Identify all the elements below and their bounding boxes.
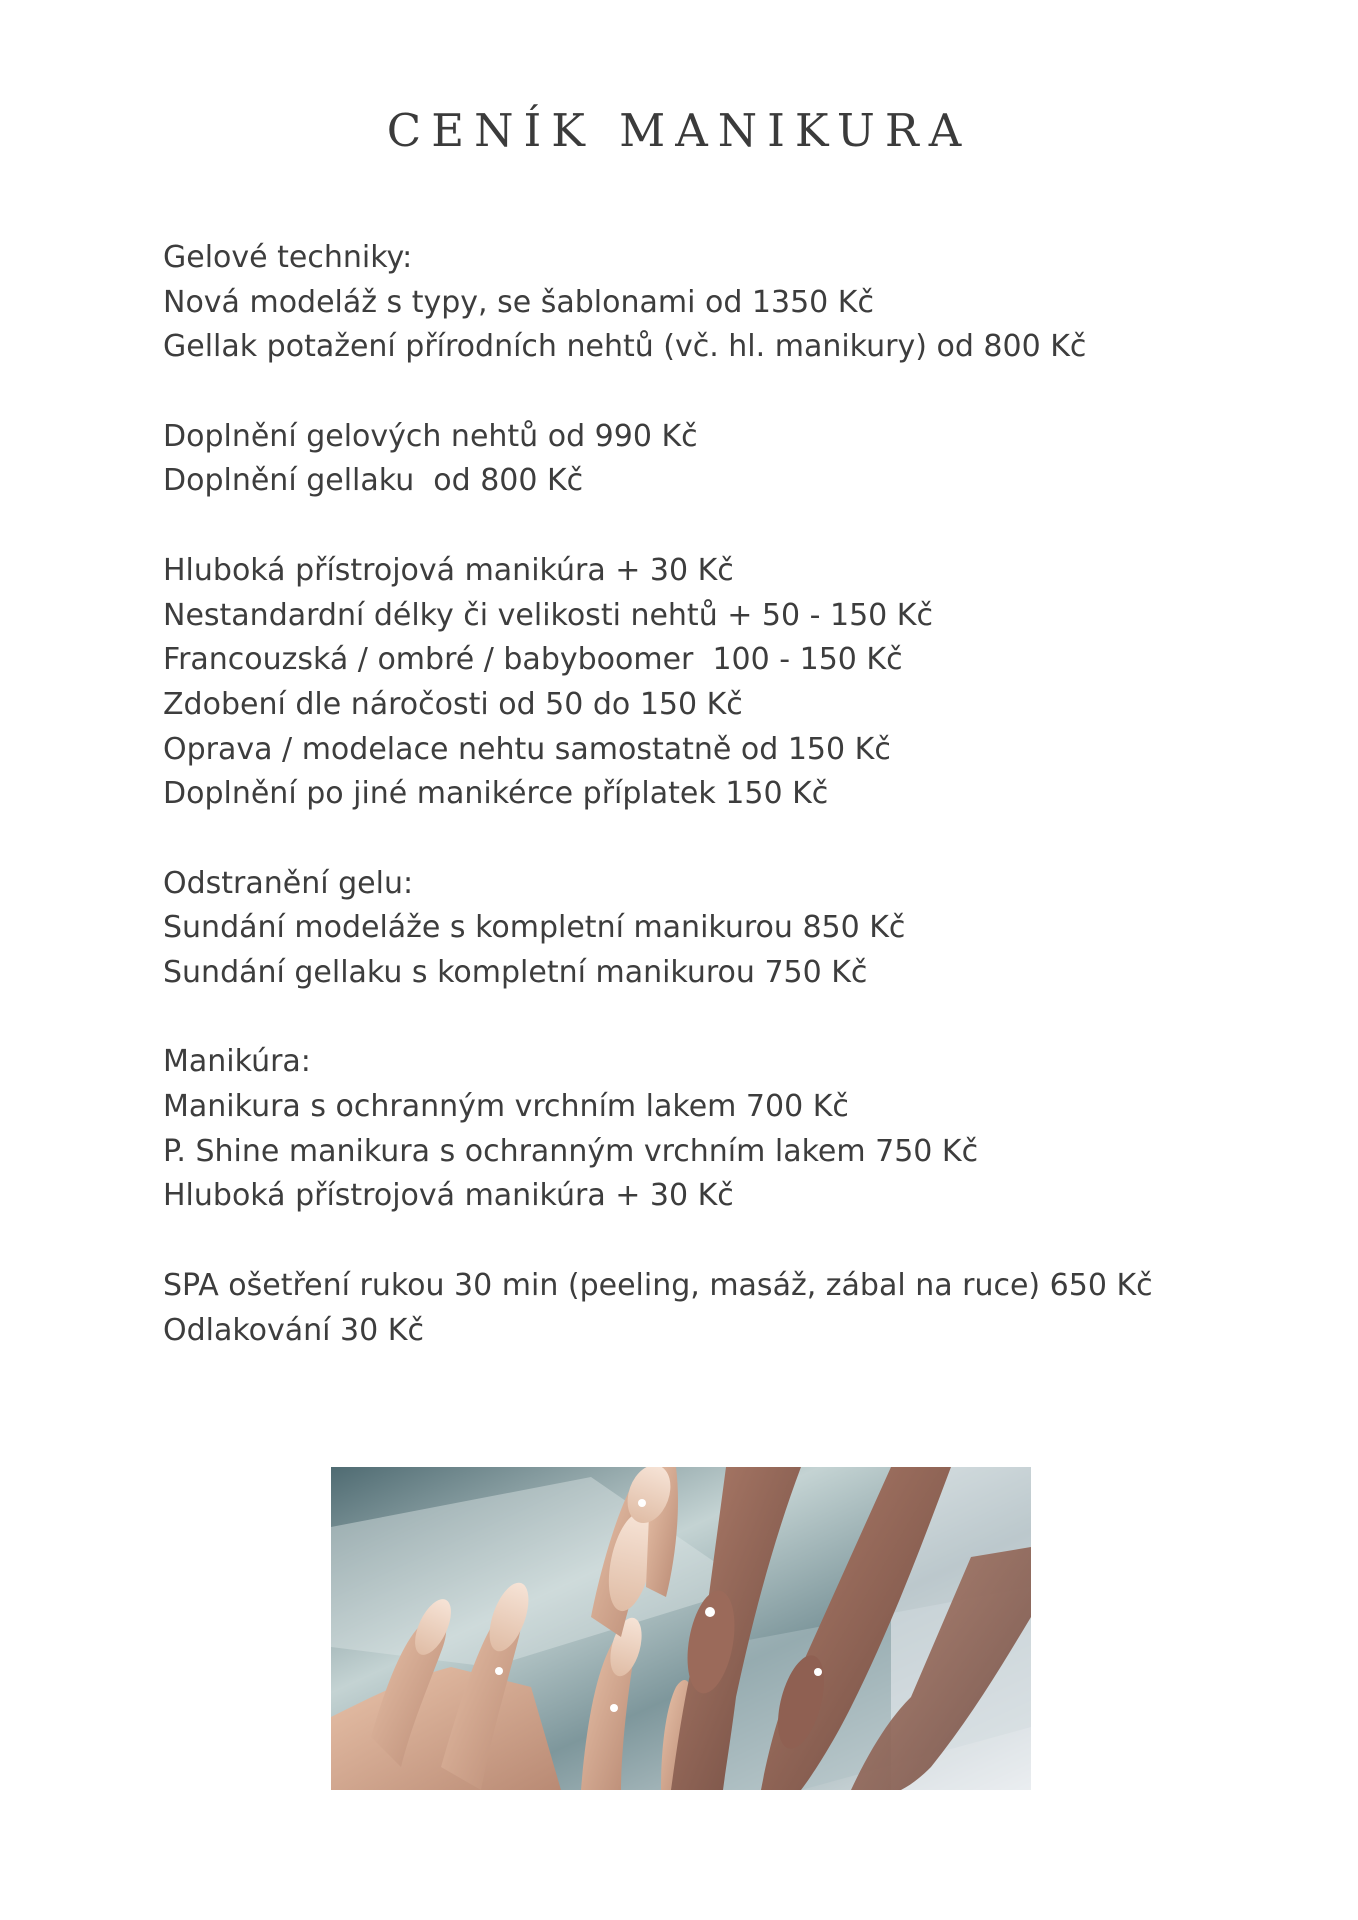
manicured-hands-illustration	[331, 1467, 1031, 1790]
manicured-hands-photo	[331, 1467, 1031, 1790]
spacer	[163, 504, 1283, 549]
spacer	[163, 817, 1283, 862]
page-title: CENÍK MANIKURA	[386, 104, 972, 157]
spacer	[163, 370, 1283, 415]
price-item: Manikura s ochranným vrchním lakem 700 Kč	[163, 1089, 849, 1125]
spacer	[163, 996, 1283, 1041]
spacer	[163, 1219, 1283, 1264]
section-heading-removal: Odstranění gelu:	[163, 865, 414, 901]
price-item: Sundání gellaku s kompletní manikurou 750 Kč	[163, 955, 868, 990]
price-item: Doplnění gellaku od 800 Kč	[163, 463, 584, 499]
price-item: P. Shine manikura s ochranným vrchním lakem 750 Kč	[163, 1133, 979, 1169]
price-item: Hluboká přístrojová manikúra + 30 Kč	[163, 1178, 734, 1214]
price-item: Odlakování 30 Kč	[163, 1312, 424, 1348]
section-heading-manicure: Manikúra:	[163, 1044, 311, 1080]
section-heading-gel: Gelové techniky:	[163, 240, 413, 275]
price-item: Nestandardní délky či velikosti nehtů + 50 - 150 Kč	[163, 597, 933, 633]
price-item: SPA ošetření rukou 30 min (peeling, masáž, zábal na ruce) 650 Kč	[163, 1267, 1153, 1303]
price-item: Doplnění gelových nehtů od 990 Kč	[163, 418, 698, 454]
price-item: Oprava / modelace nehtu samostatně od 150 Kč	[163, 731, 891, 767]
price-item: Francouzská / ombré / babyboomer 100 - 150 Kč	[163, 642, 903, 678]
price-item: Nová modeláž s typy, se šablonami od 1350 Kč	[163, 284, 874, 320]
price-item: Zdobení dle náročosti od 50 do 150 Kč	[163, 686, 743, 722]
price-list	[163, 236, 1283, 1353]
price-item: Doplnění po jiné manikérce příplatek 150 Kč	[163, 776, 829, 812]
price-item: Hluboká přístrojová manikúra + 30 Kč	[163, 552, 734, 588]
price-item: Sundání modeláže s kompletní manikurou 850 Kč	[163, 910, 906, 946]
price-item: Gellak potažení přírodních nehtů (vč. hl. manikury) od 800 Kč	[163, 329, 1087, 365]
